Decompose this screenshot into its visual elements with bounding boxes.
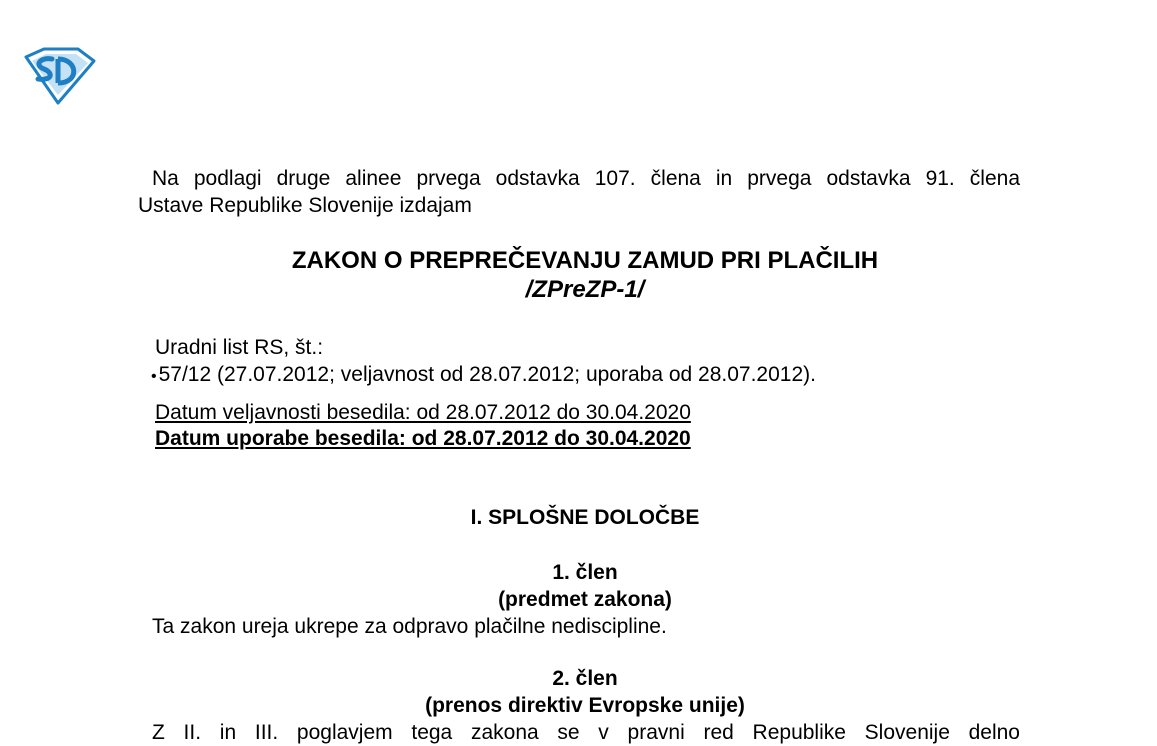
chapter-heading: I. SPLOŠNE DOLOČBE (470, 506, 700, 529)
preamble-line-2: Ustave Republike Slovenije izdajam (138, 194, 472, 217)
preamble-line-1: Na podlagi druge alinee prvega odstavka 107. člena in prvega odstavka 91. člena (152, 167, 1020, 190)
law-title: ZAKON O PREPREČEVANJU ZAMUD PRI PLAČILIH (291, 247, 879, 274)
article-2-text: Z II. in III. poglavjem tega zakona se v pravni red Republike Slovenije delno (152, 721, 1020, 744)
law-abbreviation: /ZPreZP-1/ (525, 276, 645, 303)
article-1-subtitle: (predmet zakona) (498, 588, 672, 611)
validity-date-line: Datum veljavnosti besedila: od 28.07.2012 do 30.04.2020 (155, 401, 691, 424)
article-1-number: 1. člen (552, 561, 618, 584)
gazette-entry: • 57/12 (27.07.2012; veljavnost od 28.07.2012; uporaba od 28.07.2012). (151, 362, 816, 390)
gazette-label: Uradni list RS, št.: (155, 336, 324, 359)
sd-logo-icon (22, 47, 96, 105)
article-2-number: 2. člen (552, 667, 618, 690)
article-2-subtitle: (prenos direktiv Evropske unije) (425, 694, 745, 717)
application-date-line: Datum uporabe besedila: od 28.07.2012 do 30.04.2020 (155, 427, 691, 450)
article-1-text: Ta zakon ureja ukrepe za odpravo plačilne nediscipline. (152, 615, 667, 638)
